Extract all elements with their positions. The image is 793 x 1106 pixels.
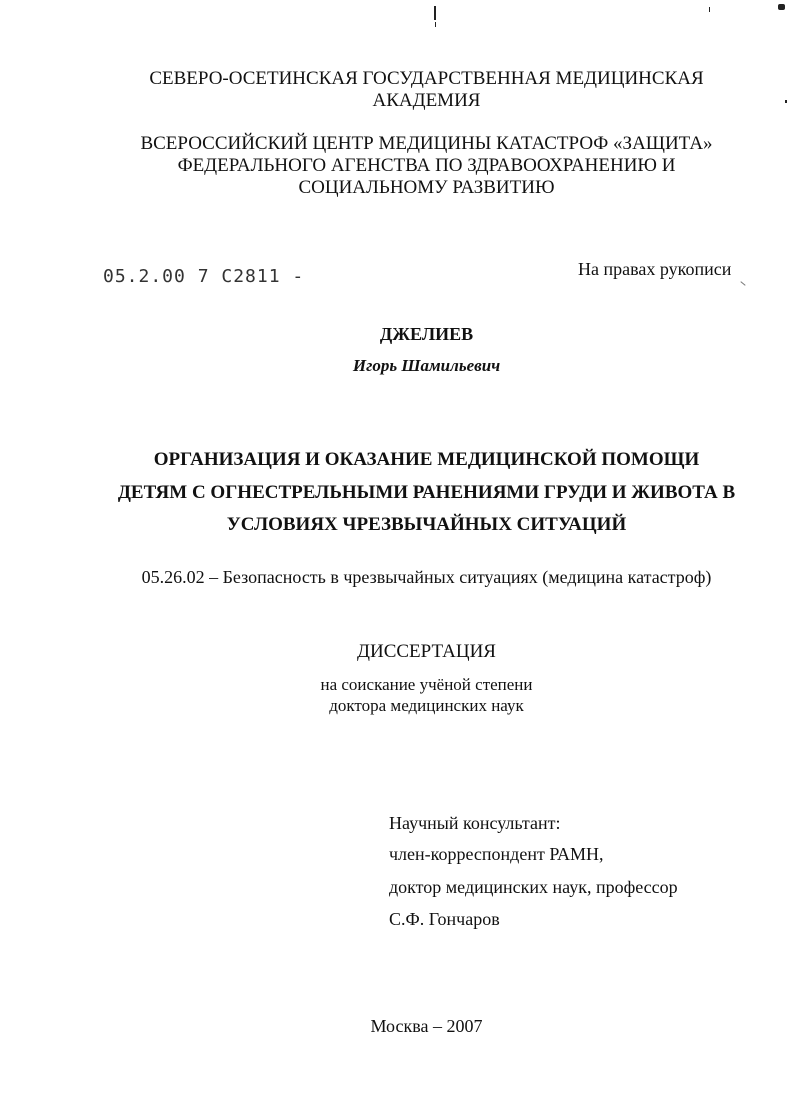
thesis-title-line-3: УСЛОВИЯХ ЧРЕЗВЫЧАЙНЫХ СИТУАЦИЙ bbox=[226, 514, 627, 535]
thesis-title-line-2: ДЕТЯМ С ОГНЕСТРЕЛЬНЫМИ РАНЕНИЯМИ ГРУДИ И ЖИВОТА В bbox=[117, 482, 736, 503]
library-stamp-number: 05.2.00 7 C2811 - bbox=[103, 266, 305, 287]
scan-mark bbox=[709, 7, 710, 12]
author-given-names: Игорь Шамильевич bbox=[352, 356, 501, 375]
manuscript-rights-note: На правах рукописи bbox=[578, 259, 732, 279]
consultant-rank: член-корреспондент РАМН, bbox=[389, 844, 604, 864]
scan-mark bbox=[778, 4, 785, 10]
organization-1-line-1: СЕВЕРО-ОСЕТИНСКАЯ ГОСУДАРСТВЕННАЯ МЕДИЦИНСКАЯ bbox=[149, 68, 704, 89]
consultant-label: Научный консультант: bbox=[389, 813, 561, 833]
organization-2-line-1: ВСЕРОССИЙСКИЙ ЦЕНТР МЕДИЦИНЫ КАТАСТРОФ «ЗАЩИТА» bbox=[140, 133, 713, 154]
consultant-name: С.Ф. Гончаров bbox=[389, 909, 500, 929]
scan-mark bbox=[434, 6, 436, 20]
organization-2-line-2: ФЕДЕРАЛЬНОГО АГЕНСТВА ПО ЗДРАВООХРАНЕНИЮ И bbox=[177, 155, 676, 176]
scan-mark bbox=[435, 22, 436, 27]
scan-mark bbox=[740, 281, 745, 286]
organization-1-line-2: АКАДЕМИЯ bbox=[372, 90, 481, 111]
specialty-code: 05.26.02 – Безопасность в чрезвычайных ситуациях (медицина катастроф) bbox=[141, 567, 712, 587]
degree-line-1: на соискание учёной степени bbox=[320, 675, 533, 694]
thesis-title-line-1: ОРГАНИЗАЦИЯ И ОКАЗАНИЕ МЕДИЦИНСКОЙ ПОМОЩИ bbox=[153, 449, 700, 470]
author-surname: ДЖЕЛИЕВ bbox=[379, 324, 474, 344]
consultant-degree: доктор медицинских наук, профессор bbox=[389, 877, 678, 897]
city-year: Москва – 2007 bbox=[370, 1016, 483, 1036]
document-type: ДИССЕРТАЦИЯ bbox=[357, 641, 496, 662]
organization-2-line-3: СОЦИАЛЬНОМУ РАЗВИТИЮ bbox=[298, 177, 555, 198]
degree-line-2: доктора медицинских наук bbox=[329, 696, 524, 715]
